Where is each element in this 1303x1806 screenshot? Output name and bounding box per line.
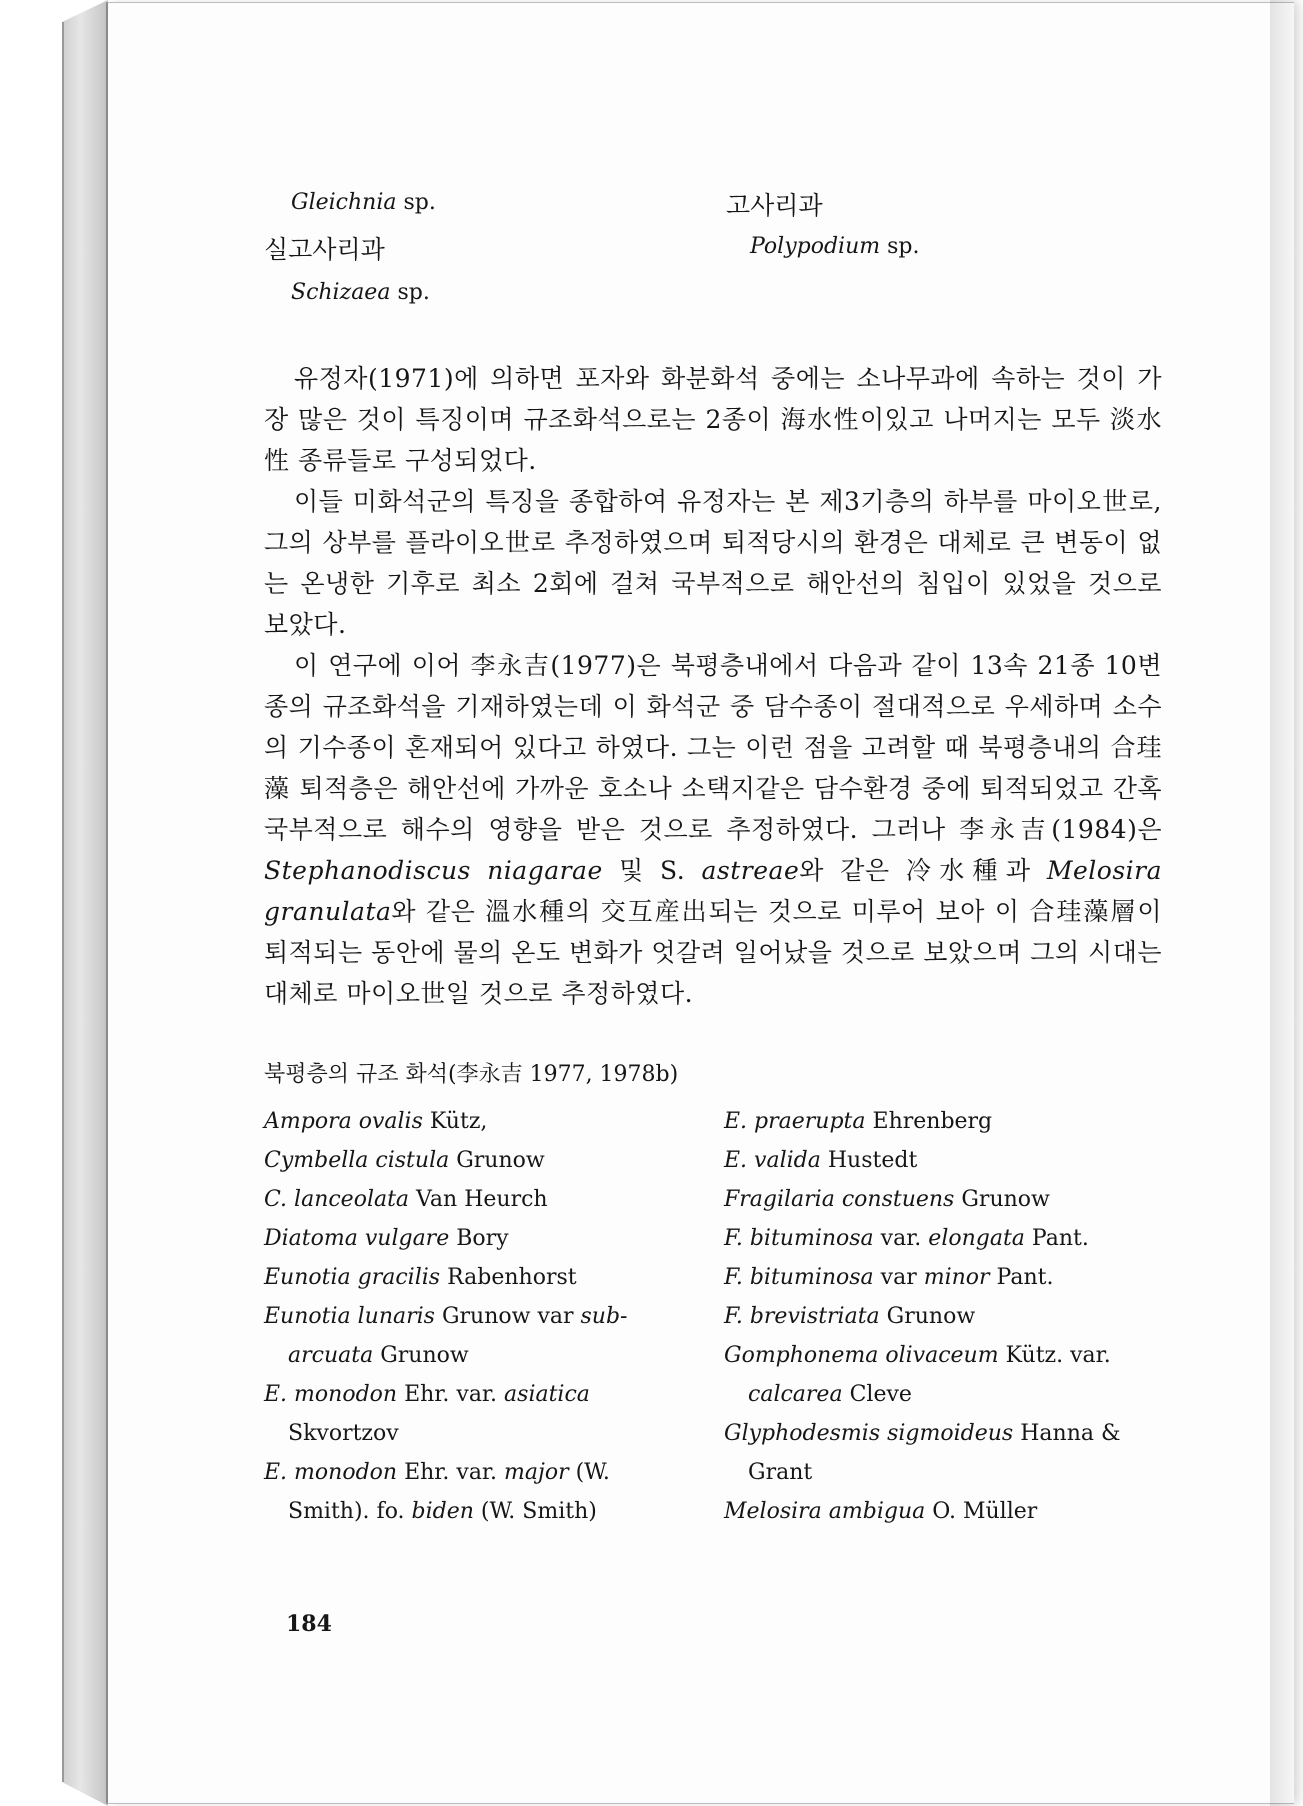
species-variety: sub-	[580, 1304, 628, 1329]
species-author: Ehrenberg	[865, 1109, 993, 1134]
species-name: F. bituminosa	[724, 1226, 874, 1251]
paragraph-3-start: 이 연구에 이어 李永吉(1977)은 북평층내에서 다음과 같이 13속 21종 10변종의 규조화석을 기재하였는데 이 화석군 중 담수종이 절대적으로 우세하며 소수의 기수종이 혼재되어 있다고 하였다. 그는 이런 점을 고려할 때 북평층내의 合珪藻 퇴적층은 해안선에 가까운 호소나 소택지같은 담수환경 중에 퇴적되었고 간혹 국부적으로 해수의 영향을 받은 것으로 추정하였다. 그러나 李永吉(1984)은	[264, 651, 1162, 844]
list-item	[264, 1102, 724, 1141]
list-title: 북평층의 규조 화석(李永吉 1977, 1978b)	[264, 1062, 679, 1087]
species-melosira-granulata: Melosira granulata	[264, 856, 1162, 926]
species-author: (W. Smith)	[473, 1499, 597, 1524]
schizaea-name: Schizaea	[291, 280, 391, 305]
species-author: Grunow var	[434, 1304, 581, 1329]
species-author: Hustedt	[820, 1148, 918, 1173]
schizaea-sp: sp.	[390, 280, 430, 305]
species-author: Rabenhorst	[440, 1265, 577, 1290]
species-name: Diatoma vulgare	[264, 1226, 450, 1251]
para3-and: 및 S.	[602, 856, 702, 885]
species-name: Melosira ambigua	[724, 1499, 926, 1524]
species-name: Ampora ovalis	[264, 1109, 423, 1134]
gleichnia-sp: sp.	[396, 190, 436, 215]
species-name: F. bituminosa	[724, 1265, 874, 1290]
species-author: O. Müller	[925, 1499, 1038, 1524]
species-variety: major	[504, 1460, 569, 1485]
species-name: Glyphodesmis sigmoideus	[724, 1421, 1014, 1446]
list-item	[724, 1336, 1144, 1375]
silgosari-family: 실고사리과	[264, 235, 385, 264]
gosari-family: 고사리과	[726, 191, 823, 220]
polypodium-line	[750, 234, 919, 259]
species-variety: calcarea	[748, 1382, 843, 1407]
list-item	[264, 1375, 724, 1414]
species-author: Grunow	[449, 1148, 545, 1173]
paragraph-1: 유정자(1971)에 의하면 포자와 화분화석 중에는 소나무과에 속하는 것이 가장 많은 것이 특징이며 규조화석으로는 2종이 海水性이있고 나머지는 모두 淡水性 종류들로 구성되었다.	[264, 364, 1162, 475]
species-author: var.	[873, 1226, 929, 1251]
para3-coldwater: 와 같은 冷水種과	[799, 856, 1047, 885]
list-item	[724, 1414, 1144, 1453]
species-name: E. valida	[724, 1148, 821, 1173]
species-list	[264, 1102, 1162, 1531]
species-stephanodiscus: Stephanodiscus niagarae	[264, 856, 603, 885]
spine-edge	[62, 22, 64, 1782]
species-name: Eunotia gracilis	[264, 1265, 441, 1290]
species-author: Pant.	[989, 1265, 1054, 1290]
species-name: E. monodon	[264, 1460, 398, 1485]
species-name: Cymbella cistula	[264, 1148, 450, 1173]
species-author: Pant.	[1024, 1226, 1089, 1251]
list-item	[264, 1258, 724, 1297]
polypodium-name: Polypodium	[750, 234, 881, 259]
species-author: Van Heurch	[409, 1187, 548, 1212]
species-author: Smith). fo.	[288, 1499, 412, 1524]
species-author: Grunow	[954, 1187, 1050, 1212]
species-name: Gomphonema olivaceum	[724, 1343, 999, 1368]
species-column-right	[724, 1102, 1144, 1531]
gleichnia-name: Gleichnia	[291, 190, 397, 215]
list-item	[264, 1297, 724, 1336]
body-text	[264, 358, 1162, 1014]
species-name: Fragilaria constuens	[724, 1187, 955, 1212]
list-item	[264, 1180, 724, 1219]
schizaea-line	[291, 280, 430, 305]
species-author: Grunow	[879, 1304, 976, 1329]
species-author: Kütz. var.	[998, 1343, 1111, 1368]
list-item-continued	[264, 1336, 724, 1375]
page-content	[264, 190, 1162, 1531]
list-item	[724, 1180, 1144, 1219]
list-item	[264, 1141, 724, 1180]
species-author: Cleve	[842, 1382, 912, 1407]
species-name: C. lanceolata	[264, 1187, 410, 1212]
page-number: 184	[286, 1611, 332, 1637]
list-item	[264, 1453, 724, 1492]
species-author: Grunow	[373, 1343, 469, 1368]
paragraph-2: 이들 미화석군의 특징을 종합하여 유정자는 본 제3기층의 하부를 마이오世로, 그의 상부를 플라이오世로 추정하였으며 퇴적당시의 환경은 대체로 큰 변동이 없는 온냉한 기후로 최소 2회에 걸쳐 국부적으로 해안선의 침입이 있었을 것으로 보았다.	[264, 487, 1162, 639]
taxa-header	[264, 190, 1162, 318]
list-item-continued	[724, 1375, 1144, 1414]
species-variety: arcuata	[288, 1343, 374, 1368]
species-name: E. praerupta	[724, 1109, 866, 1134]
list-item	[264, 1219, 724, 1258]
list-item-continued: Grant	[748, 1460, 813, 1485]
list-item	[724, 1219, 1144, 1258]
species-form: biden	[411, 1499, 474, 1524]
list-item-continued: Skvortzov	[288, 1421, 399, 1446]
list-item-continued	[264, 1492, 724, 1531]
species-author: (W.	[568, 1460, 610, 1485]
species-name: Eunotia lunaris	[264, 1304, 435, 1329]
list-item	[724, 1102, 1144, 1141]
book-spine	[62, 0, 108, 1806]
species-astreae: astreae	[701, 856, 800, 885]
list-item	[724, 1258, 1144, 1297]
polypodium-sp: sp.	[880, 234, 920, 259]
species-author: Ehr. var.	[397, 1382, 505, 1407]
paragraph-3	[264, 645, 1162, 1014]
species-author: var	[873, 1265, 924, 1290]
species-name: E. monodon	[264, 1382, 398, 1407]
species-author: Kütz,	[422, 1109, 488, 1134]
gleichnia-line	[291, 190, 436, 215]
list-item	[724, 1492, 1144, 1531]
species-author: Ehr. var.	[397, 1460, 505, 1485]
species-name: F. brevistriata	[724, 1304, 880, 1329]
species-author: Bory	[449, 1226, 509, 1251]
list-item	[724, 1141, 1144, 1180]
paragraph-3-end: 와 같은 溫水種의 交互産出되는 것으로 미루어 보아 이 合珪藻層이 퇴적되는 동안에 물의 온도 변화가 엇갈려 일어났을 것으로 보았으며 그의 시대는 대체로 마이오世일 것으로 추정하였다.	[264, 897, 1162, 1008]
page-shadow	[1270, 0, 1303, 1806]
species-variety: elongata	[928, 1226, 1025, 1251]
species-column-left	[264, 1102, 724, 1531]
species-variety: minor	[923, 1265, 990, 1290]
list-item	[724, 1297, 1144, 1336]
species-author: Hanna &	[1013, 1421, 1121, 1446]
species-variety: asiatica	[504, 1382, 590, 1407]
